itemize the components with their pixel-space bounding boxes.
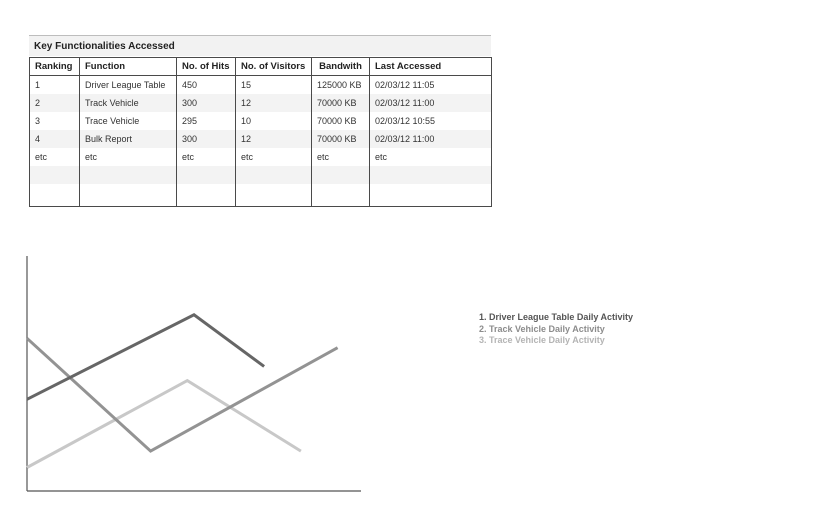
cell-bandwidth: 125000 KB bbox=[312, 76, 370, 95]
table-row[interactable] bbox=[30, 112, 492, 130]
series-line-3 bbox=[27, 381, 301, 468]
key-functionalities-panel bbox=[29, 35, 491, 207]
cell-bandwidth: 70000 KB bbox=[312, 130, 370, 148]
cell-hits: 300 bbox=[177, 130, 236, 148]
cell-bandwidth: 70000 KB bbox=[312, 94, 370, 112]
cell-hits: 300 bbox=[177, 94, 236, 112]
daily-activity-chart bbox=[0, 250, 380, 500]
column-header-hits[interactable]: No. of Hits bbox=[177, 58, 236, 76]
table-header-row bbox=[30, 58, 492, 76]
legend-item-driver-league-table: 1. Driver League Table Daily Activity bbox=[479, 312, 634, 322]
cell-visitors: etc bbox=[236, 148, 312, 166]
cell-function: Driver League Table bbox=[80, 76, 177, 95]
cell-ranking: 2 bbox=[30, 94, 80, 112]
cell-function: etc bbox=[80, 148, 177, 166]
cell-hits: etc bbox=[177, 148, 236, 166]
cell-function: Trace Vehicle bbox=[80, 112, 177, 130]
cell-function: Track Vehicle bbox=[80, 94, 177, 112]
table-row[interactable] bbox=[30, 130, 492, 148]
cell-ranking: 1 bbox=[30, 76, 80, 95]
table-row-empty bbox=[30, 166, 492, 184]
column-header-ranking[interactable]: Ranking bbox=[30, 58, 80, 76]
cell-last-accessed: 02/03/12 11:05 bbox=[370, 76, 492, 95]
cell-ranking: 3 bbox=[30, 112, 80, 130]
cell-hits: 295 bbox=[177, 112, 236, 130]
legend-item-track-vehicle: 2. Track Vehicle Daily Activity bbox=[479, 323, 605, 334]
table-title: Key Functionalities Accessed bbox=[29, 35, 491, 56]
column-header-visitors[interactable]: No. of Visitors bbox=[236, 58, 312, 76]
table-row-empty bbox=[30, 184, 492, 207]
cell-last-accessed: etc bbox=[370, 148, 492, 166]
cell-last-accessed: 02/03/12 11:00 bbox=[370, 130, 492, 148]
cell-ranking: etc bbox=[30, 148, 80, 166]
table-row[interactable] bbox=[30, 94, 492, 112]
cell-bandwidth: 70000 KB bbox=[312, 112, 370, 130]
cell-visitors: 10 bbox=[236, 112, 312, 130]
table-row[interactable] bbox=[30, 148, 492, 166]
key-functionalities-table bbox=[29, 57, 492, 207]
series-line-1 bbox=[27, 315, 264, 400]
cell-visitors: 15 bbox=[236, 76, 312, 95]
column-header-last-accessed[interactable]: Last Accessed bbox=[370, 58, 492, 76]
chart-legend bbox=[479, 312, 633, 347]
column-header-bandwidth[interactable]: Bandwith bbox=[312, 58, 370, 76]
cell-hits: 450 bbox=[177, 76, 236, 95]
series-line-2 bbox=[27, 338, 338, 451]
cell-ranking: 4 bbox=[30, 130, 80, 148]
cell-last-accessed: 02/03/12 11:00 bbox=[370, 94, 492, 112]
column-header-function[interactable]: Function bbox=[80, 58, 177, 76]
cell-function: Bulk Report bbox=[80, 130, 177, 148]
cell-bandwidth: etc bbox=[312, 148, 370, 166]
cell-visitors: 12 bbox=[236, 94, 312, 112]
cell-last-accessed: 02/03/12 10:55 bbox=[370, 112, 492, 130]
table-row[interactable] bbox=[30, 76, 492, 95]
legend-item-trace-vehicle: 3. Trace Vehicle Daily Activity bbox=[479, 335, 605, 345]
cell-visitors: 12 bbox=[236, 130, 312, 148]
